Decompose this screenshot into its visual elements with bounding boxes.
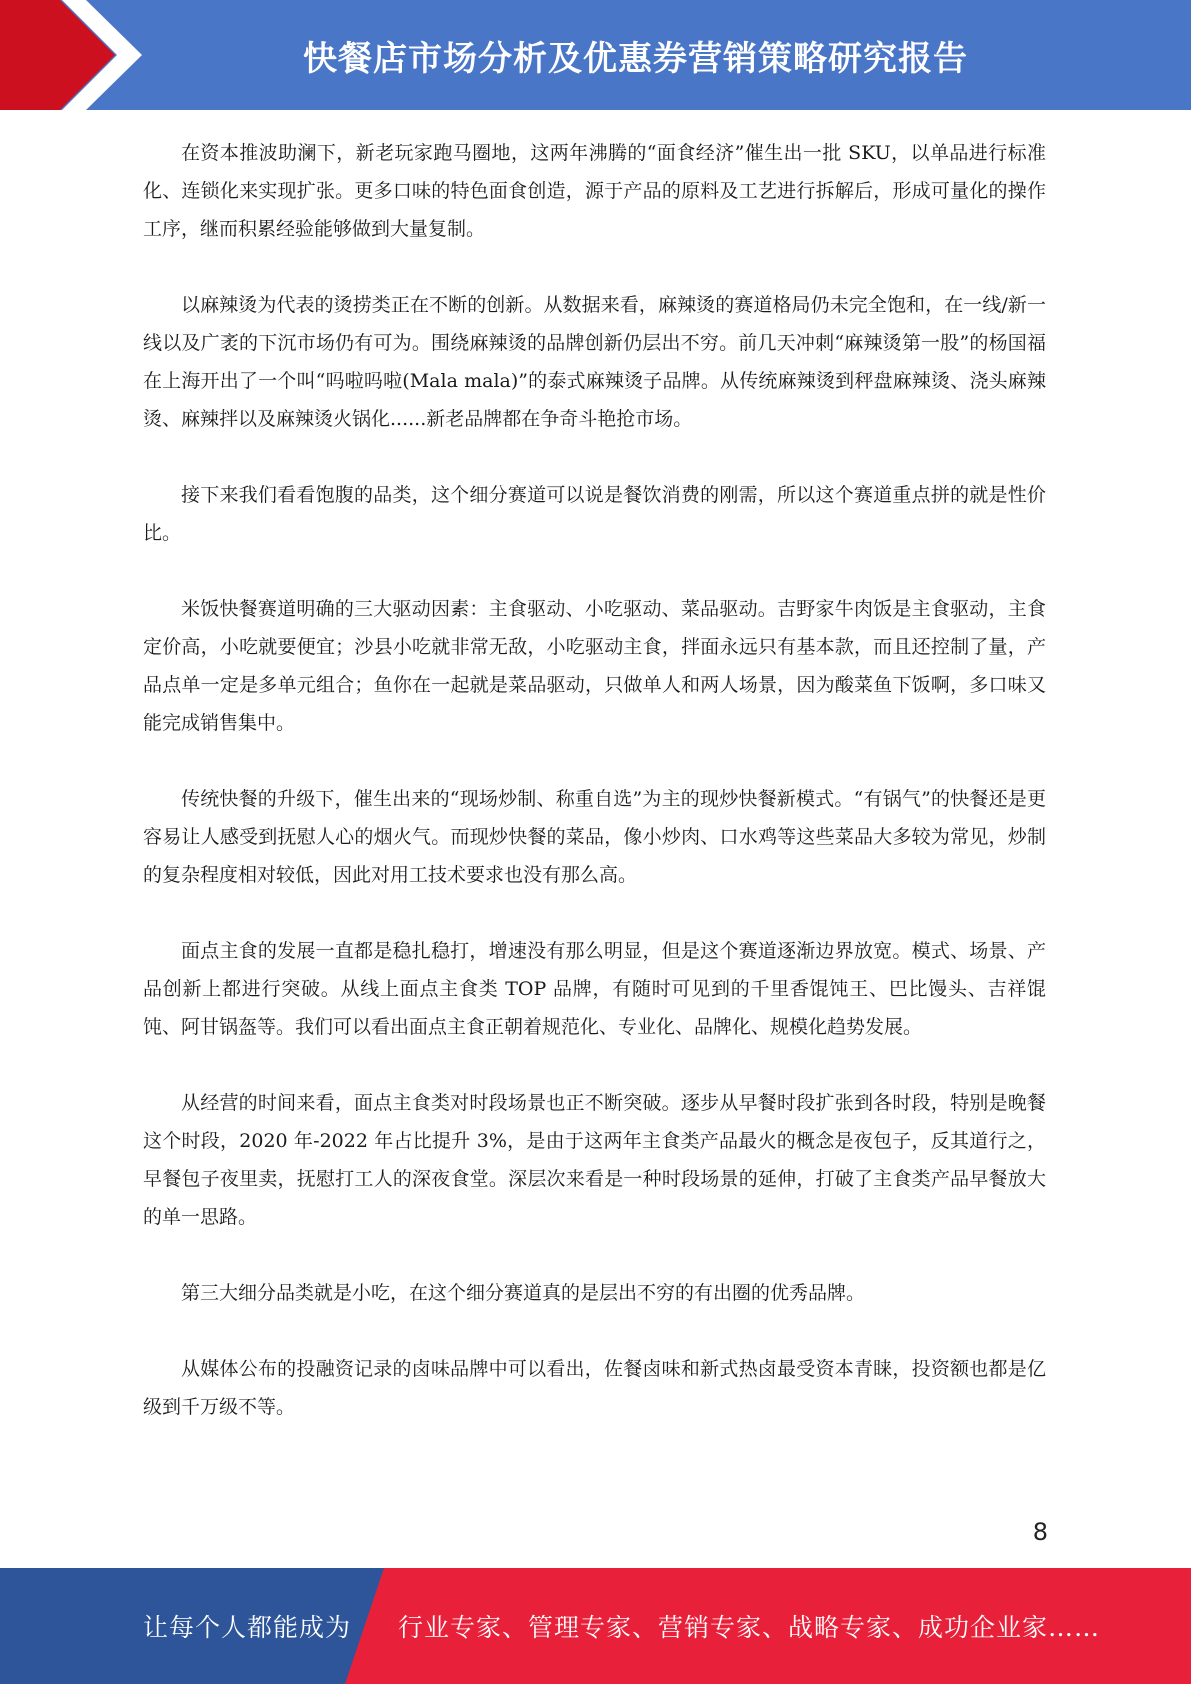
page-header — [0, 0, 1191, 110]
paragraph: 第三大细分品类就是小吃，在这个细分赛道真的是层出不穷的有出圈的优秀品牌。 — [181, 1282, 866, 1304]
page-footer — [0, 1568, 1191, 1684]
paragraph: 面点主食的发展一直都是稳扎稳打，增速没有那么明显，但是这个赛道逐渐边界放宽。模式、场景、产品创新上都进行突破。从线上面点主食类 TOP 品牌，有随时可见到的千里香馄饨王、巴比馒头、吉祥馄饨、阿甘锅盔等。我们可以看出面点主食正朝着规范化、专业化、品牌化、规模化趋势发展。 — [143, 940, 1046, 1038]
header-arrow-decoration — [0, 0, 150, 110]
paragraph: 接下来我们看看饱腹的品类，这个细分赛道可以说是餐饮消费的刚需，所以这个赛道重点拼的就是性价比。 — [143, 484, 1046, 544]
report-title: 快餐店市场分析及优惠券营销策略研究报告 — [303, 38, 968, 79]
footer-slogan-left: 让每个人都能成为 — [143, 1613, 352, 1642]
paragraph: 以麻辣烫为代表的烫捞类正在不断的创新。从数据来看，麻辣烫的赛道格局仍未完全饱和，在一线/新一线以及广袤的下沉市场仍有可为。围绕麻辣烫的品牌创新仍层出不穷。前几天冲刺“麻辣烫第一股”的杨国福在上海开出了一个叫“吗啦吗啦(Mala mala)”的泰式麻辣烫子品牌。从传统麻辣烫到秤盘麻辣烫、浇头麻辣烫、麻辣拌以及麻辣烫火锅化......新老品牌都在争奇斗艳抢市场。 — [143, 294, 1046, 430]
document-body — [143, 134, 1046, 1464]
footer-slogan-right: 行业专家、管理专家、营销专家、战略专家、成功企业家…… — [398, 1613, 1101, 1642]
paragraph: 在资本推波助澜下，新老玩家跑马圈地，这两年沸腾的“面食经济”催生出一批 SKU，以单品进行标准化、连锁化来实现扩张。更多口味的特色面食创造，源于产品的原料及工艺进行拆解后，形成可量化的操作工序，继而积累经验能够做到大量复制。 — [143, 142, 1046, 240]
paragraph: 从媒体公布的投融资记录的卤味品牌中可以看出，佐餐卤味和新式热卤最受资本青睐，投资额也都是亿级到千万级不等。 — [143, 1358, 1046, 1418]
paragraph: 从经营的时间来看，面点主食类对时段场景也正不断突破。逐步从早餐时段扩张到各时段，特别是晚餐这个时段，2020 年-2022 年占比提升 3%，是由于这两年主食类产品最火的概念是夜包子，反其道行之，早餐包子夜里卖，抚慰打工人的深夜食堂。深层次来看是一种时段场景的延伸，打破了主食类产品早餐放大的单一思路。 — [143, 1092, 1046, 1228]
page-number: 8 — [1032, 1518, 1048, 1546]
paragraph: 传统快餐的升级下，催生出来的“现场炒制、称重自选”为主的现炒快餐新模式。“有锅气”的快餐还是更容易让人感受到抚慰人心的烟火气。而现炒快餐的菜品，像小炒肉、口水鸡等这些菜品大多较为常见，炒制的复杂程度相对较低，因此对用工技术要求也没有那么高。 — [143, 788, 1046, 886]
paragraph: 米饭快餐赛道明确的三大驱动因素：主食驱动、小吃驱动、菜品驱动。吉野家牛肉饭是主食驱动，主食定价高，小吃就要便宜；沙县小吃就非常无敌，小吃驱动主食，拌面永远只有基本款，而且还控制了量，产品点单一定是多单元组合；鱼你在一起就是菜品驱动，只做单人和两人场景，因为酸菜鱼下饭啊，多口味又能完成销售集中。 — [143, 598, 1046, 734]
